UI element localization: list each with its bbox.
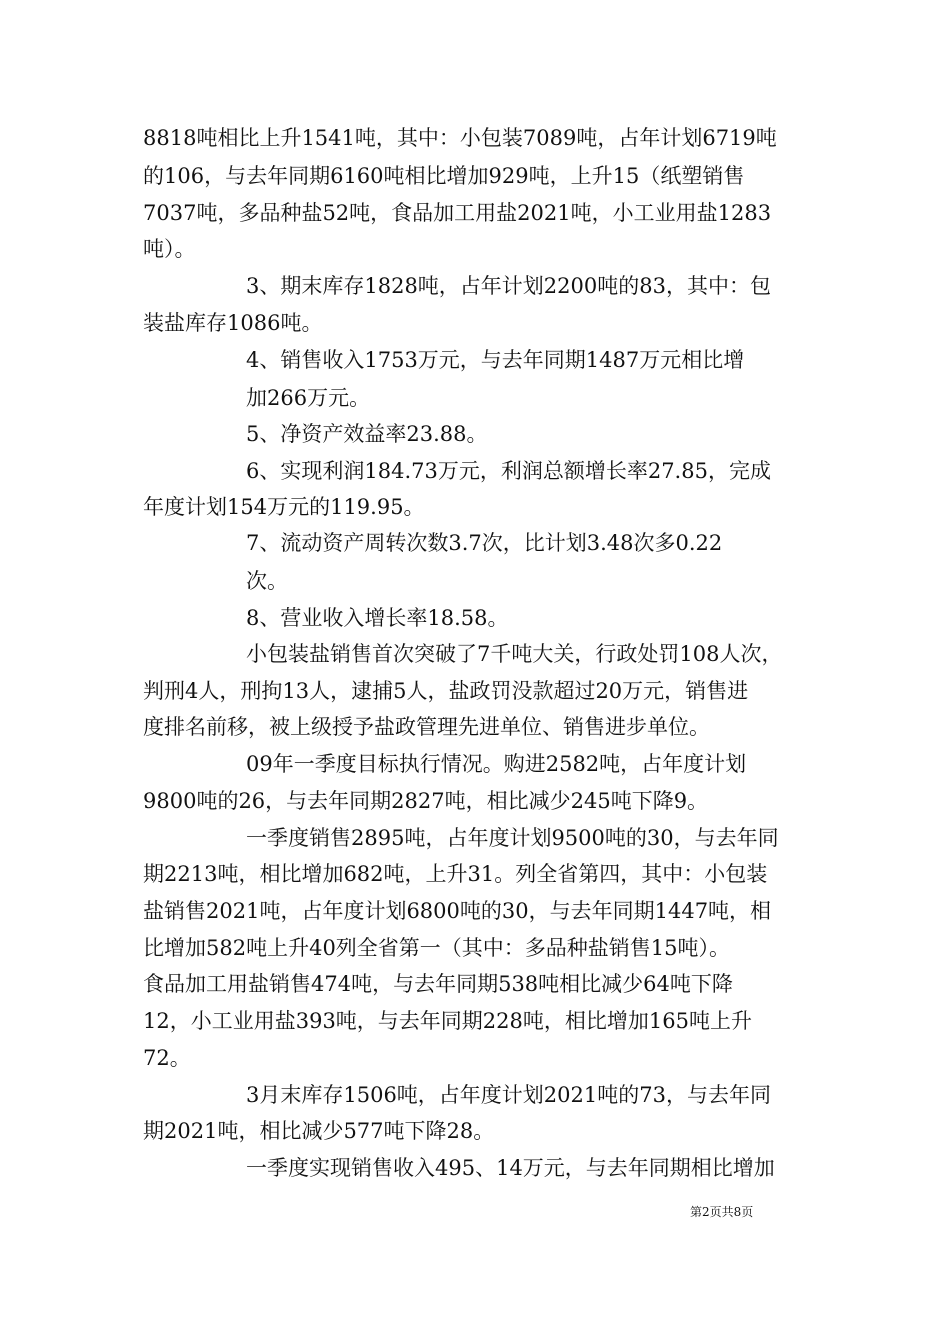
text-line: 09年一季度目标执行情况。购进2582吨，占年度计划: [246, 752, 747, 776]
text-line: 8、营业收入增长率18.58。: [246, 606, 509, 630]
text-line: 4、销售收入1753万元，与去年同期1487万元相比增: [246, 348, 745, 372]
text-line: 年度计划154万元的119.95。: [143, 495, 425, 519]
text-line: 吨）。: [143, 237, 196, 261]
text-line: 6、实现利润184.73万元，利润总额增长率27.85，完成: [246, 459, 771, 483]
text-line: 7、流动资产周转次数3.7次，比计划3.48次多0.22: [246, 531, 723, 555]
text-line: 3月末库存1506吨，占年度计划2021吨的73，与去年同: [246, 1083, 771, 1107]
text-line: 次。: [246, 569, 288, 593]
text-line: 装盐库存1086吨。: [143, 311, 323, 335]
text-line: 小包装盐销售首次突破了7千吨大关，行政处罚108人次，: [246, 642, 783, 666]
text-line: 一季度销售2895吨，占年度计划9500吨的30，与去年同: [246, 826, 779, 850]
text-line: 5、净资产效益率23.88。: [246, 422, 488, 446]
text-line: 一季度实现销售收入495、14万元，与去年同期相比增加: [246, 1156, 775, 1180]
text-line: 度排名前移，被上级授予盐政管理先进单位、销售进步单位。: [143, 715, 710, 739]
text-line: 72。: [143, 1046, 191, 1070]
text-line: 期2213吨，相比增加682吨，上升31。列全省第四，其中：小包装: [143, 862, 768, 886]
text-line: 的106，与去年同期6160吨相比增加929吨，上升15（纸塑销售: [143, 164, 745, 188]
page-number-footer: 第2页共8页: [690, 1205, 754, 1219]
text-line: 期2021吨，相比减少577吨下降28。: [143, 1119, 495, 1143]
text-line: 7037吨，多品种盐52吨，食品加工用盐2021吨，小工业用盐1283: [143, 201, 772, 225]
text-line: 9800吨的26，与去年同期2827吨，相比减少245吨下降9。: [143, 789, 709, 813]
text-line: 12，小工业用盐393吨，与去年同期228吨，相比增加165吨上升: [143, 1009, 752, 1033]
text-line: 食品加工用盐销售474吨，与去年同期538吨相比减少64吨下降: [143, 972, 733, 996]
text-line: 比增加582吨上升40列全省第一（其中：多品种盐销售15吨）。: [143, 936, 731, 960]
text-line: 盐销售2021吨，占年度计划6800吨的30，与去年同期1447吨，相: [143, 899, 772, 923]
text-line: 判刑4人，刑拘13人，逮捕5人，盐政罚没款超过20万元，销售进: [143, 679, 749, 703]
text-line: 加266万元。: [246, 386, 371, 410]
text-line: 8818吨相比上升1541吨，其中：小包装7089吨，占年计划6719吨: [143, 126, 777, 150]
text-line: 3、期末库存1828吨，占年计划2200吨的83，其中：包: [246, 274, 771, 298]
